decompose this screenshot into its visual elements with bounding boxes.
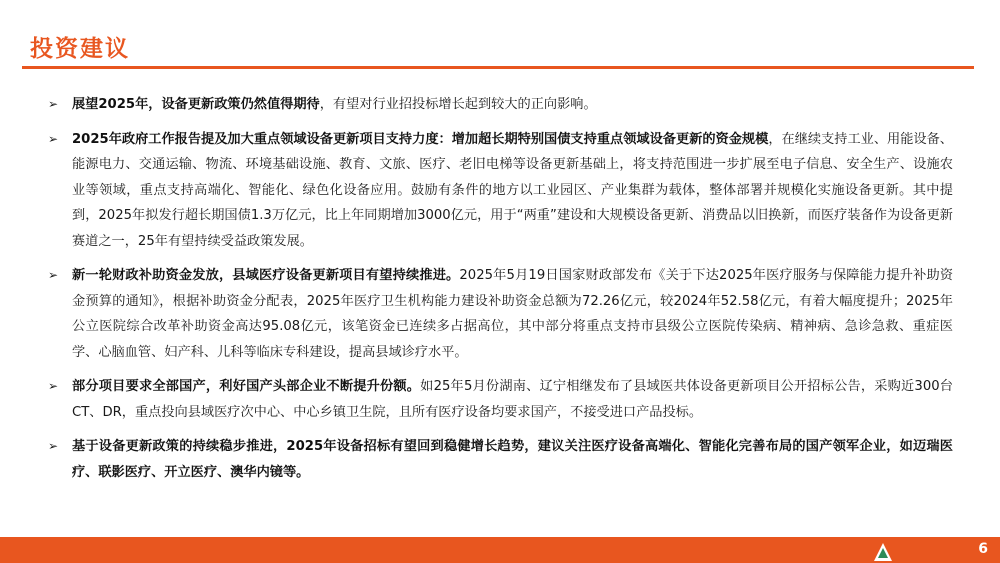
bullet-arrow-icon: ➢ <box>48 268 59 282</box>
bullet-text: 如25年5月份湖南、辽宁相继发布了县域医共体设备更新项目公开招标公告，采购近300台CT、DR，重点投向县域医疗次中心、中心乡镇卫生院，且所有医疗设备均要求国产，不接受进口产品投标。 <box>72 379 953 420</box>
bullet-item <box>48 374 953 425</box>
bullet-bold-text: 新一轮财政补助资金发放，县域医疗设备更新项目有望持续推进。 <box>72 268 460 283</box>
bullet-text: ，在继续支持工业、用能设备、能源电力、交通运输、物流、环境基础设施、教育、文旅、医疗、老旧电梯等设备更新基础上，将支持范围进一步扩展至电子信息、安全生产、设施农业等领域，重点支持高端化、智能化、绿色化设备应用。鼓励有条件的地方以工业园区、产业集群为载体，整体部署并规模化实施设备更新。其中提到，2025年拟发行超长期国债1.3万亿元，比上年同期增加3000亿元，用于“两重”建设和大规模设备更新、消费品以旧换新，而医疗装备作为设备更新赛道之一，25年有望持续受益政策发展。 <box>72 131 953 249</box>
bullet-list <box>48 92 953 494</box>
bullet-text: ，有望对行业招投标增长起到较大的正向影响。 <box>319 97 597 112</box>
bullet-bold-text: 2025年政府工作报告提及加大重点领域设备更新项目支持力度：增加超长期特别国债支持重点领域设备更新的资金规模 <box>72 131 769 147</box>
page-number: 6 <box>978 541 988 557</box>
bullet-item <box>48 263 953 365</box>
company-logo-icon <box>872 541 894 563</box>
bullet-item <box>48 92 953 118</box>
bullet-bold-text: 基于设备更新政策的持续稳步推进，2025年设备招标有望回到稳健增长趋势，建议关注医疗设备高端化、智能化完善布局的国产领军企业，如迈瑞医疗、联影医疗、开立医疗、澳华内镜等。 <box>72 439 953 480</box>
bullet-arrow-icon: ➢ <box>48 97 59 111</box>
bullet-bold-text: 展望2025年，设备更新政策仍然值得期待 <box>72 97 320 112</box>
bullet-bold-text: 部分项目要求全部国产，利好国产头部企业不断提升份额。 <box>72 379 421 394</box>
slide-title: 投资建议 <box>30 36 130 62</box>
bullet-arrow-icon: ➢ <box>48 131 59 146</box>
bullet-text: 2025年5月19日国家财政部发布《关于下达2025年医疗服务与保障能力提升补助资金预算的通知》，根据补助资金分配表，2025年医疗卫生机构能力建设补助资金总额为72.26亿元，较2024年52.58亿元，有着大幅度提升；2025年公立医院综合改革补助资金高达95.08亿元，该笔资金已连续多占据高位，其中部分将重点支持市县级公立医院传染病、精神病、急诊急救、重症医学、心脑血管、妇产科、儿科等临床专科建设，提高县域诊疗水平。 <box>72 268 954 360</box>
bullet-item <box>48 127 953 255</box>
title-divider <box>22 66 974 69</box>
bullet-item <box>48 434 953 485</box>
bullet-arrow-icon: ➢ <box>48 379 59 393</box>
bullet-arrow-icon: ➢ <box>48 439 59 453</box>
footer-bar <box>0 537 1000 563</box>
